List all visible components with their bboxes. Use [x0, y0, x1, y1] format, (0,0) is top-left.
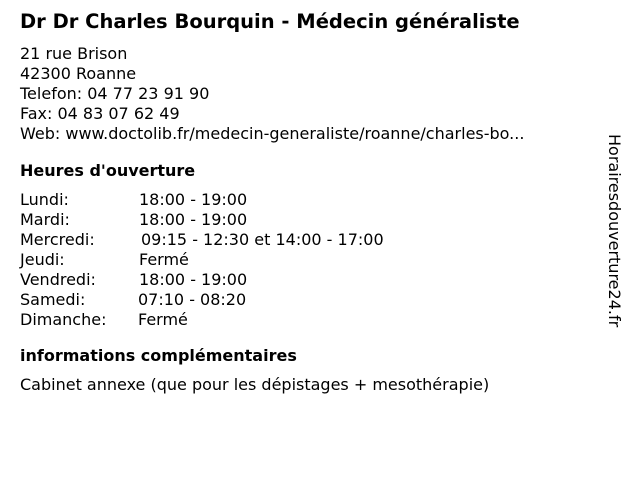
day-label: Mercredi: [20, 230, 95, 249]
hours-row-saturday [20, 290, 600, 310]
listing-card [20, 10, 600, 395]
hours-row-wednesday [20, 230, 600, 250]
hours-row-monday [20, 190, 600, 210]
page-title: Dr Dr Charles Bourquin - Médecin généraliste [20, 10, 520, 33]
address-block [20, 44, 600, 144]
time-value: 18:00 - 19:00 [139, 210, 248, 229]
day-label: Samedi: [20, 290, 86, 309]
additional-info-text: Cabinet annexe (que pour les dépistages + mesothérapie) [20, 375, 490, 394]
day-label: Mardi: [20, 210, 70, 229]
day-label: Jeudi: [20, 250, 65, 269]
day-label: Vendredi: [20, 270, 96, 289]
city-line: 42300 Roanne [20, 64, 137, 83]
day-label: Lundi: [20, 190, 69, 209]
time-value: 18:00 - 19:00 [139, 190, 248, 209]
hours-row-tuesday [20, 210, 600, 230]
site-watermark: Horairesdouverture24.fr [605, 134, 624, 328]
website-link[interactable]: Web: www.doctolib.fr/medecin-generaliste/roanne/charles-bo... [20, 124, 525, 143]
street-address: 21 rue Brison [20, 44, 128, 63]
opening-hours-table [20, 190, 600, 330]
fax-number: Fax: 04 83 07 62 49 [20, 104, 180, 123]
hours-row-sunday [20, 310, 600, 330]
phone-number: Telefon: 04 77 23 91 90 [20, 84, 210, 103]
hours-row-friday [20, 270, 600, 290]
time-value: 07:10 - 08:20 [138, 290, 247, 309]
time-value: Fermé [139, 250, 189, 269]
day-label: Dimanche: [20, 310, 107, 329]
opening-hours-heading: Heures d'ouverture [20, 161, 196, 180]
time-value: 18:00 - 19:00 [139, 270, 248, 289]
hours-row-thursday [20, 250, 600, 270]
time-value: Fermé [138, 310, 188, 329]
additional-info-heading: informations complémentaires [20, 346, 297, 365]
time-value: 09:15 - 12:30 et 14:00 - 17:00 [141, 230, 384, 249]
